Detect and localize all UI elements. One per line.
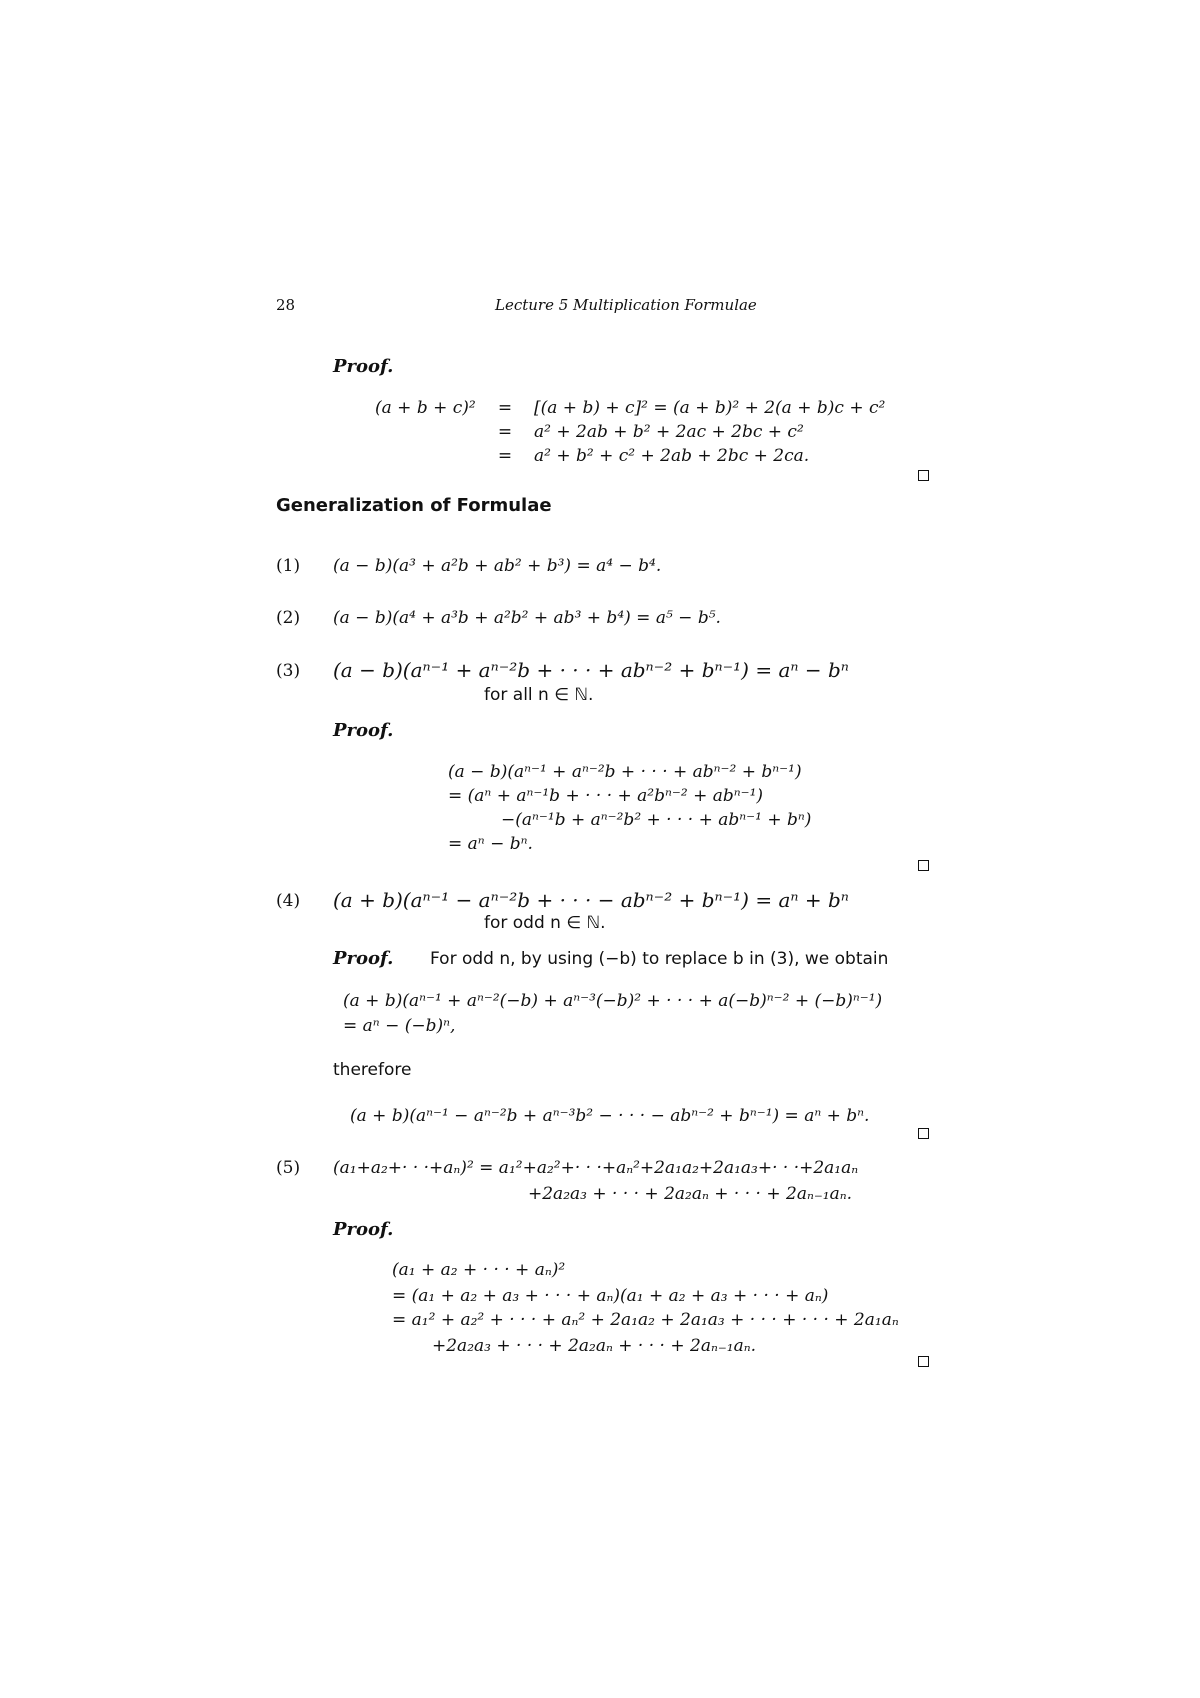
running-title: Lecture 5 Multiplication Formulae [495,296,757,314]
qed-box-4 [918,1128,929,1139]
proof5-line2: = (a₁ + a₂ + a₃ + · · · + aₙ)(a₁ + a₂ + a₃ + · · · + aₙ) [392,1286,829,1306]
proof1-eq-1: = [497,398,513,418]
proof1-line2: a² + 2ab + b² + 2ac + 2bc + c² [534,422,804,442]
formula-2-label: (2) [276,608,301,628]
formula-4-label: (4) [276,891,301,911]
proof3-line4: = aⁿ − bⁿ. [448,834,533,854]
proof-label-4: Proof. [333,948,394,969]
proof3-line2: = (aⁿ + aⁿ⁻¹b + · · · + a²bⁿ⁻² + abⁿ⁻¹) [448,786,764,806]
proof1-line1: [(a + b) + c]² = (a + b)² + 2(a + b)c + c² [534,398,886,418]
formula-5-label: (5) [276,1158,301,1178]
formula-2: (a − b)(a⁴ + a³b + a²b² + ab³ + b⁴) = a⁵ − b⁵. [333,608,721,628]
formula-3-label: (3) [276,661,301,681]
formula-5-line1: (a₁+a₂+· · ·+aₙ)² = a₁²+a₂²+· · ·+aₙ²+2a₁a₂+2a₁a₃+· · ·+2a₁aₙ [333,1158,859,1178]
proof1-eq-2: = [497,422,513,442]
proof1-line3: a² + b² + c² + 2ab + 2bc + 2ca. [534,446,810,466]
proof-label-3: Proof. [333,720,394,741]
page-number: 28 [276,296,296,314]
proof4-therefore: therefore [333,1060,412,1080]
qed-box-3 [918,860,929,871]
formula-1-label: (1) [276,556,301,576]
qed-box-5 [918,1356,929,1367]
formula-4: (a + b)(aⁿ⁻¹ − aⁿ⁻²b + · · · − abⁿ⁻² + bⁿ⁻¹) = aⁿ + bⁿ [333,888,849,912]
section-title: Generalization of Formulae [276,495,552,516]
proof1-lhs: (a + b + c)² [375,398,476,418]
proof1-eq-3: = [497,446,513,466]
proof5-line1: (a₁ + a₂ + · · · + aₙ)² [392,1260,566,1280]
formula-5-line2: +2a₂a₃ + · · · + 2a₂aₙ + · · · + 2aₙ₋₁aₙ. [528,1184,853,1204]
proof4-line2: = aⁿ − (−b)ⁿ, [343,1016,456,1036]
proof-label-1: Proof. [333,356,394,377]
proof4-line3: (a + b)(aⁿ⁻¹ − aⁿ⁻²b + aⁿ⁻³b² − · · · − abⁿ⁻² + bⁿ⁻¹) = aⁿ + bⁿ. [350,1106,870,1126]
formula-4-condition: for odd n ∈ ℕ. [484,913,606,933]
proof4-intro: For odd n, by using (−b) to replace b in (3), we obtain [430,949,889,969]
proof5-line3: = a₁² + a₂² + · · · + aₙ² + 2a₁a₂ + 2a₁a₃ + · · · + · · · + 2a₁aₙ [392,1310,899,1330]
proof3-line1: (a − b)(aⁿ⁻¹ + aⁿ⁻²b + · · · + abⁿ⁻² + bⁿ⁻¹) [448,762,802,782]
proof-label-5: Proof. [333,1219,394,1240]
qed-box-1 [918,470,929,481]
proof3-line3: −(aⁿ⁻¹b + aⁿ⁻²b² + · · · + abⁿ⁻¹ + bⁿ) [501,810,812,830]
proof5-line4: +2a₂a₃ + · · · + 2a₂aₙ + · · · + 2aₙ₋₁aₙ. [432,1336,757,1356]
formula-3-condition: for all n ∈ ℕ. [484,685,594,705]
formula-1: (a − b)(a³ + a²b + ab² + b³) = a⁴ − b⁴. [333,556,662,576]
formula-3: (a − b)(aⁿ⁻¹ + aⁿ⁻²b + · · · + abⁿ⁻² + bⁿ⁻¹) = aⁿ − bⁿ [333,658,849,682]
proof4-line1: (a + b)(aⁿ⁻¹ + aⁿ⁻²(−b) + aⁿ⁻³(−b)² + · · · + a(−b)ⁿ⁻² + (−b)ⁿ⁻¹) [343,991,883,1011]
